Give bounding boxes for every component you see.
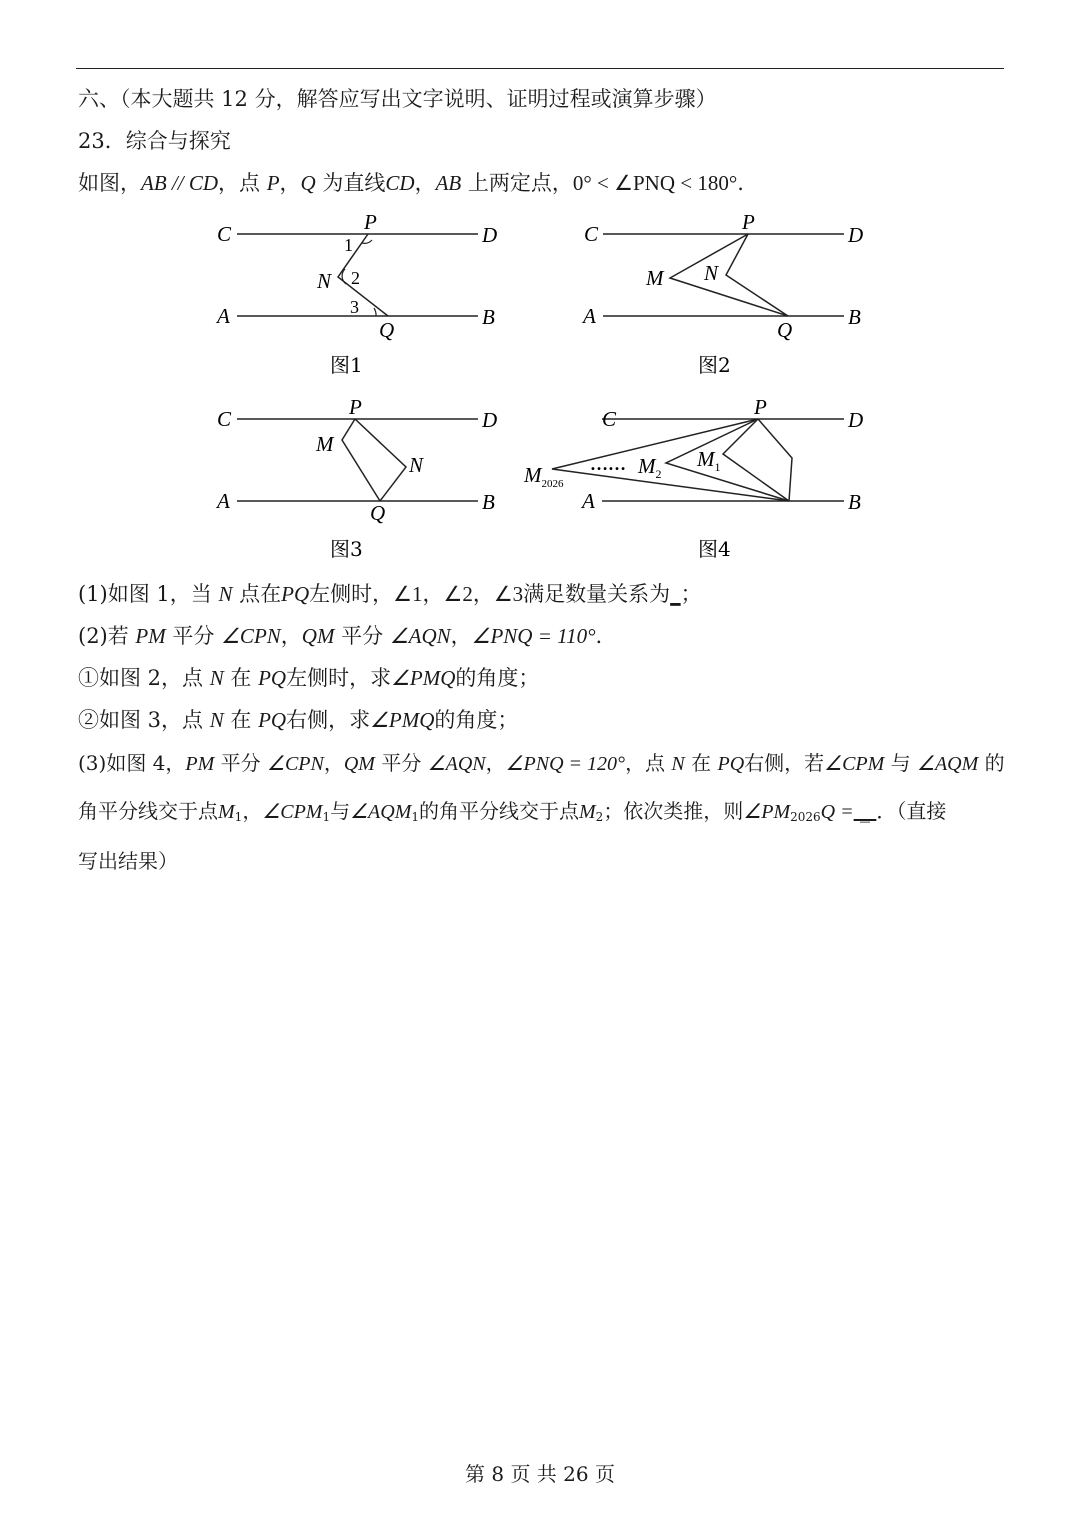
part3-angle-cpm: ∠CPM xyxy=(824,753,885,775)
part3-sub-3: 1 xyxy=(411,810,419,824)
part3-sub-4: 2 xyxy=(595,810,604,824)
part2-2-angle-pmq: ∠PMQ xyxy=(370,708,435,732)
fig3-label-m: M xyxy=(316,432,334,456)
figure-3 xyxy=(210,390,510,565)
fig4-label-m2026-sub: 2026 xyxy=(541,478,564,490)
part3-text-g: 在 xyxy=(684,751,718,775)
fig2-label-n: N xyxy=(704,261,719,285)
intro-prefix: 如图， xyxy=(78,171,141,195)
part2-1 xyxy=(78,663,539,693)
fig2-label-q: Q xyxy=(777,318,793,342)
part3-line3: 写出结果） xyxy=(78,849,178,873)
intro-angle-condition: 0° < ∠PNQ < 180° xyxy=(572,171,738,195)
fig1-caption: 图1 xyxy=(330,353,363,377)
intro-comma: ， xyxy=(279,171,301,195)
part3-answer-blank: _ xyxy=(853,799,877,823)
fig3-label-n: N xyxy=(409,453,424,477)
fig1-label-c: C xyxy=(217,222,232,246)
part3-point-m2: M xyxy=(579,801,596,823)
fig4-path-pnq xyxy=(758,419,792,501)
fig4-label-d: D xyxy=(848,408,864,432)
part3-angle-cpm1: ∠CPM xyxy=(262,801,323,823)
part1-text-a: (1)如图 1，当 xyxy=(78,582,219,606)
fig3-path-pnq xyxy=(355,419,406,501)
figure-4 xyxy=(520,390,880,565)
part2-2-text-b: 在 xyxy=(223,708,259,732)
fig3-label-q: Q xyxy=(370,501,386,525)
fig1-angle2-arc xyxy=(342,269,346,284)
fig1-label-d: D xyxy=(482,223,498,247)
problem-title: 23．综合与探究 xyxy=(78,129,231,153)
part2-1-angle-pmq: ∠PMQ xyxy=(391,666,456,690)
part3-text-p: ．（直接 xyxy=(876,799,947,823)
part3-text-n: 的角平分线交于点 xyxy=(419,799,579,823)
fig3-label-d: D xyxy=(482,408,498,432)
part1-text-d: 满足数量关系为 xyxy=(523,582,671,606)
part3-sub-5: 2026 xyxy=(790,810,821,824)
part1-line-pq: PQ xyxy=(281,582,310,606)
part3-text-f: ，点 xyxy=(625,751,672,775)
section-heading: 六、（本大题共 12 分，解答应写出文字说明、证明过程或演算步骤） xyxy=(78,87,717,111)
intro-line-cd: CD xyxy=(385,171,415,195)
part3-line1 xyxy=(78,748,1005,779)
part3-angle-aqm: ∠AQM xyxy=(917,753,979,775)
intro-point-p: P xyxy=(266,171,280,195)
fig4-caption: 图4 xyxy=(698,537,731,561)
fig2-path-pnq xyxy=(726,234,788,316)
part2-pm: PM xyxy=(135,624,166,648)
part3-text-j: 的 xyxy=(978,751,1005,775)
fig3-path-pmq xyxy=(342,419,380,501)
fig1-label-n: N xyxy=(317,269,332,293)
part2-1-text-d: 的角度； xyxy=(455,666,540,690)
part3-angle-aqn: ∠AQN xyxy=(427,753,486,775)
part3-text-c: ， xyxy=(323,751,344,775)
fig4-label-a: A xyxy=(582,489,595,513)
part2-1-line-pq: PQ xyxy=(258,666,287,690)
part3-text-k: 角平分线交于点 xyxy=(78,799,218,823)
part3-sub-1: 1 xyxy=(234,810,243,824)
part2-1-text-b: 在 xyxy=(223,666,259,690)
figure-1 xyxy=(210,205,510,380)
part2-2-line-pq: PQ xyxy=(258,708,287,732)
part3-text-d: 平分 xyxy=(374,751,428,775)
fig2-label-b: B xyxy=(848,305,861,329)
intro-end: . xyxy=(737,171,744,195)
part3-text-e: ， xyxy=(485,751,506,775)
part2-2-text-a: ②如图 3，点 xyxy=(78,708,210,732)
problem-intro xyxy=(78,168,744,198)
intro-point-q: Q xyxy=(300,171,316,195)
fig4-label-m1-letter: M xyxy=(697,447,715,471)
part2-angle-cpn: ∠CPN xyxy=(221,624,281,648)
part1-text-e: ； xyxy=(680,582,702,606)
part3-text-h: 右侧，若 xyxy=(744,751,825,775)
part3-angle-pm2026q: ∠PM xyxy=(743,801,791,823)
part1-text-c: 左侧时， xyxy=(309,582,394,606)
fig3-label-a: A xyxy=(217,489,230,513)
part2-2-text-c: 右侧，求 xyxy=(286,708,371,732)
part3-text-i: 与 xyxy=(884,751,918,775)
part2-1-text-a: ①如图 2，点 xyxy=(78,666,210,690)
part2-2 xyxy=(78,705,518,735)
page-footer: 第 8 页 共 26 页 xyxy=(465,1462,615,1486)
fig3-label-b: B xyxy=(482,490,495,514)
part3-text-b: 平分 xyxy=(214,751,268,775)
part3-qm: QM xyxy=(343,753,375,775)
fig1-label-p: P xyxy=(364,210,377,234)
part3-text-q: Q = xyxy=(820,801,854,823)
part2-angle-aqn: ∠AQN xyxy=(389,624,451,648)
fig4-label-b: B xyxy=(848,490,861,514)
fig4-label-c: C xyxy=(602,407,617,431)
header-rule xyxy=(76,68,1004,69)
fig4-label-m1 xyxy=(696,447,721,474)
fig1-label-angle2: 2 xyxy=(351,268,360,288)
part2-text-a: (2)若 xyxy=(78,624,136,648)
fig4-label-m2026-letter: M xyxy=(524,463,542,487)
fig2-caption: 图2 xyxy=(698,353,731,377)
figure-2 xyxy=(576,205,876,380)
fig4-label-m2-letter: M xyxy=(638,454,656,478)
fig2-label-a: A xyxy=(583,304,596,328)
part3-pm: PM xyxy=(185,753,215,775)
intro-text-3: 上两定点， xyxy=(461,171,573,195)
part2-1-text-c: 左侧时，求 xyxy=(286,666,392,690)
fig3-label-c: C xyxy=(217,407,232,431)
fig1-label-q: Q xyxy=(379,318,395,342)
part2-2-text-d: 的角度； xyxy=(434,708,519,732)
part2-2-point-n: N xyxy=(209,708,224,732)
part2-qm: QM xyxy=(301,624,335,648)
part3-text-a: (3)如图 4， xyxy=(78,751,186,775)
part1-text-b: 点在 xyxy=(232,582,282,606)
fig1-label-angle3: 3 xyxy=(350,297,359,317)
part3-angle-pnq: ∠PNQ = 120° xyxy=(505,753,626,775)
fig3-label-p: P xyxy=(349,395,362,419)
fig4-label-m2 xyxy=(637,454,662,481)
part2-angle-pnq: ∠PNQ = 110° xyxy=(471,624,596,648)
fig4-label-m2-sub: 2 xyxy=(655,467,662,481)
fig4-label-m1-sub: 1 xyxy=(714,460,721,474)
fig1-label-b: B xyxy=(482,305,495,329)
part2-text-e: ， xyxy=(450,624,472,648)
intro-ab-parallel-cd: AB // CD xyxy=(141,171,218,195)
part2-text-d: 平分 xyxy=(334,624,390,648)
part2-1-point-n: N xyxy=(209,666,224,690)
part3-angle-aqm1: ∠AQM xyxy=(350,801,412,823)
part3-text-m: 与 xyxy=(330,799,351,823)
part2-text-b: 平分 xyxy=(165,624,222,648)
part2-text-f: . xyxy=(595,624,603,648)
fig2-label-m: M xyxy=(646,266,664,290)
intro-comma-2: ， xyxy=(414,171,436,195)
part2 xyxy=(78,621,602,651)
part1-point-n: N xyxy=(218,582,233,606)
part3-sub-2: 1 xyxy=(322,810,331,824)
fig4-label-p: P xyxy=(754,395,767,419)
part1-angles: ∠1，∠2，∠3 xyxy=(393,582,524,606)
part1 xyxy=(78,579,702,609)
fig1-angle3-arc xyxy=(374,308,376,316)
fig1-label-a: A xyxy=(217,304,230,328)
intro-line-ab: AB xyxy=(435,171,462,195)
fig3-caption: 图3 xyxy=(330,537,363,561)
part3-line-pq: PQ xyxy=(717,753,745,775)
intro-text-1: ，点 xyxy=(218,171,267,195)
part1-answer-blank: _ xyxy=(670,582,681,606)
part3-text-l: ， xyxy=(242,799,263,823)
fig2-label-d: D xyxy=(848,223,864,247)
fig2-label-p: P xyxy=(742,210,755,234)
fig4-ellipsis: …… xyxy=(590,454,626,474)
part3-text-o: ；依次类推，则 xyxy=(603,799,744,823)
part3-line2 xyxy=(78,796,946,832)
part3-point-m1: M xyxy=(218,801,235,823)
intro-text-2: 为直线 xyxy=(315,171,386,195)
fig1-label-angle1: 1 xyxy=(344,235,353,255)
part3-point-n: N xyxy=(671,753,685,775)
part2-text-c: ， xyxy=(280,624,302,648)
fig2-label-c: C xyxy=(584,222,599,246)
part3-angle-cpn: ∠CPN xyxy=(267,753,324,775)
